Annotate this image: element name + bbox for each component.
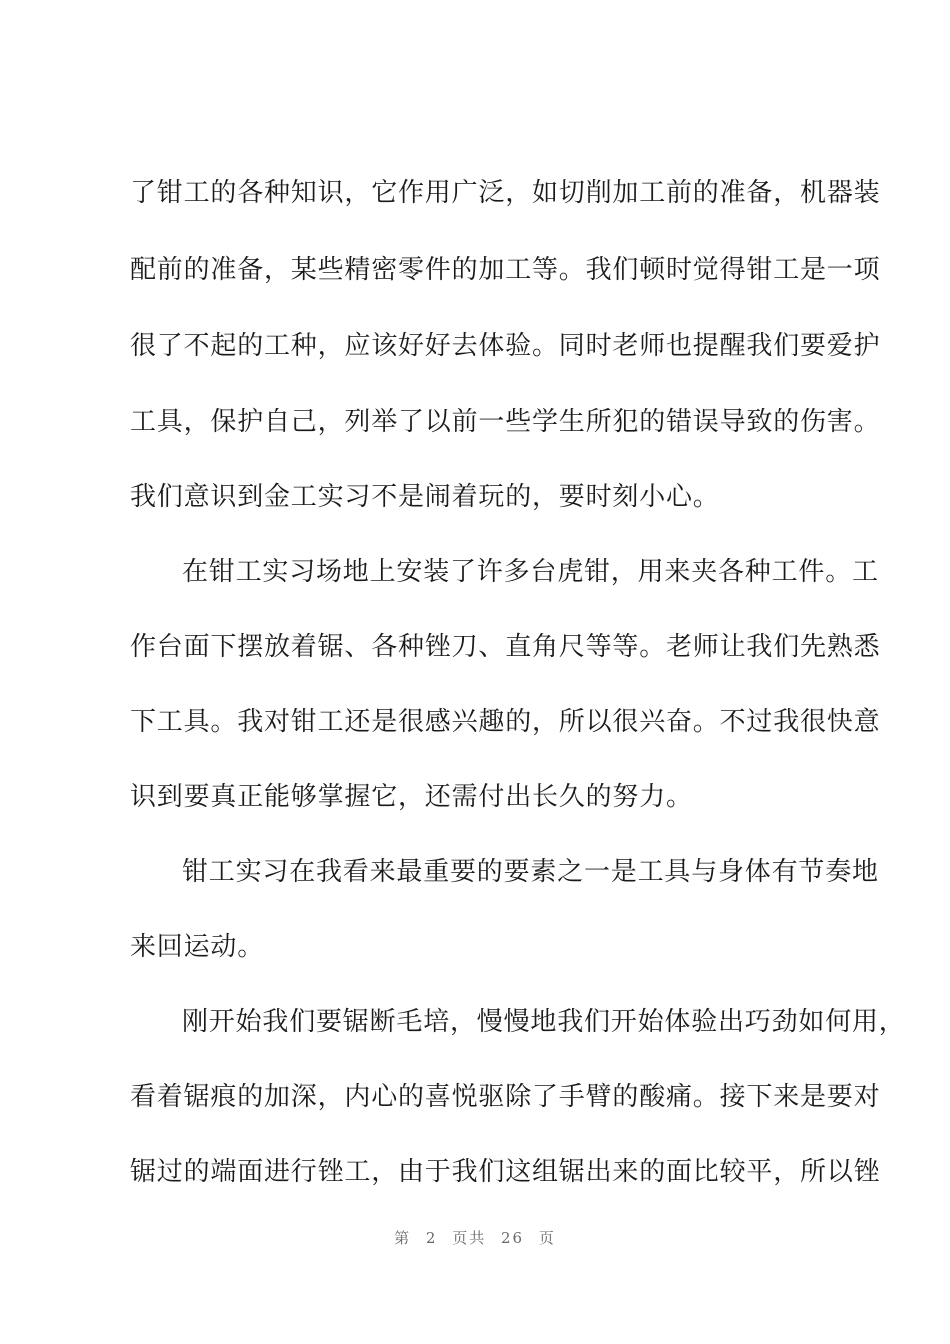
text-line: 作台面下摆放着锯、各种锉刀、直角尺等等。老师让我们先熟悉 — [130, 632, 881, 662]
text-line: 下工具。我对钳工还是很感兴趣的，所以很兴奋。不过我很快意 — [130, 707, 881, 737]
paragraph-first-line: 刚开始我们要锯断毛培，慢慢地我们开始体验出巧劲如何用， — [182, 1007, 906, 1037]
page-number-footer: 第 2 页共 26 页 — [394, 1229, 556, 1247]
text-line: 锯过的端面进行锉工，由于我们这组锯出来的面比较平，所以锉 — [130, 1157, 881, 1187]
text-line: 来回运动。 — [130, 932, 265, 962]
text-line: 我们意识到金工实习不是闹着玩的，要时刻小心。 — [130, 482, 720, 512]
text-line: 了钳工的各种知识，它作用广泛，如切削加工前的准备，机器装 — [130, 178, 881, 208]
paragraph-first-line: 钳工实习在我看来最重要的要素之一是工具与身体有节奏地 — [182, 857, 879, 887]
text-line: 看着锯痕的加深，内心的喜悦驱除了手臂的酸痛。接下来是要对 — [130, 1082, 881, 1112]
text-line: 工具，保护自己，列举了以前一些学生所犯的错误导致的伤害。 — [130, 407, 881, 437]
paragraph-first-line: 在钳工实习场地上安装了许多台虎钳，用来夹各种工件。工 — [182, 557, 879, 587]
text-line: 配前的准备，某些精密零件的加工等。我们顿时觉得钳工是一项 — [130, 255, 881, 285]
text-line: 很了不起的工种，应该好好去体验。同时老师也提醒我们要爱护 — [130, 331, 881, 361]
text-line: 识到要真正能够掌握它，还需付出长久的努力。 — [130, 782, 693, 812]
